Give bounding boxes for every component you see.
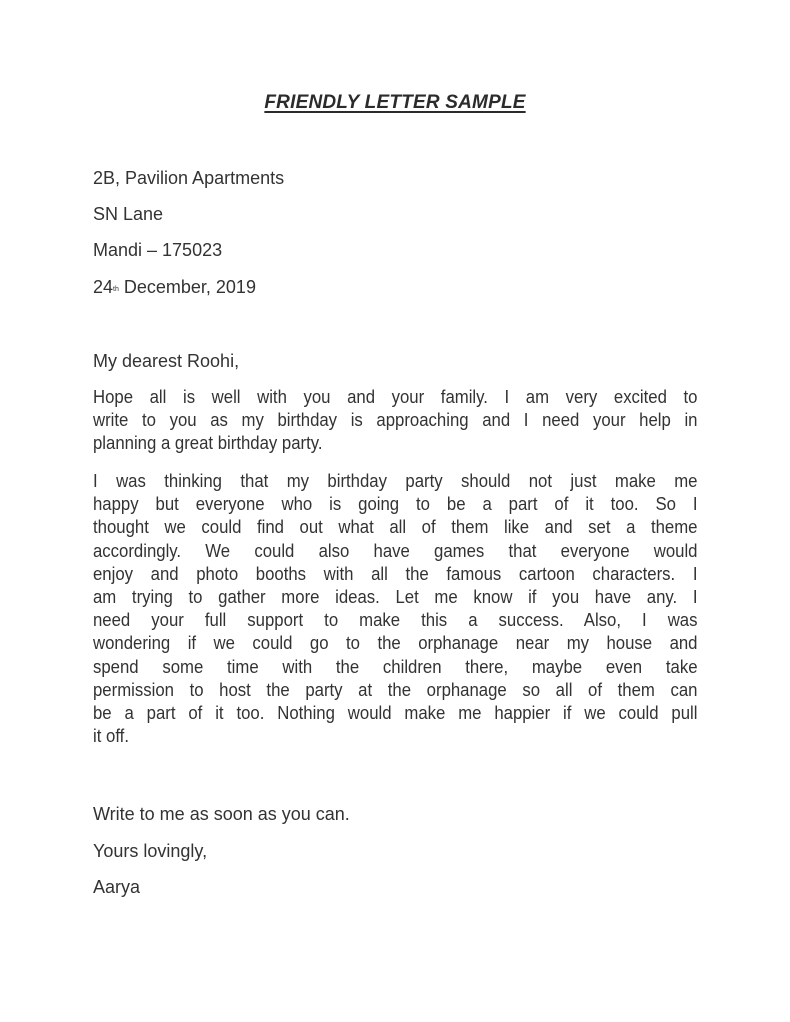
paragraph-1-line: Hope all is well with you and your family. I am very excited to <box>93 387 698 407</box>
paragraph-2-line: be a part of it too. Nothing would make me happier if we could pull <box>93 703 698 724</box>
paragraph-2-line: it off. <box>93 726 129 747</box>
paragraph-1-line: planning a great birthday party. <box>93 433 323 454</box>
paragraph-2-line: thought we could find out what all of them like and set a theme <box>93 517 698 538</box>
date-ordinal-suffix: th <box>113 286 119 293</box>
complimentary-close: Yours lovingly, <box>93 841 208 861</box>
paragraph-2-line: permission to host the party at the orphanage so all of them can <box>93 679 698 700</box>
date-month-year: December, 2019 <box>118 277 256 297</box>
document-title: FRIENDLY LETTER SAMPLE <box>264 92 526 113</box>
signature: Aarya <box>93 877 141 897</box>
paragraph-1 <box>93 386 697 456</box>
address-line-3: Mandi – 175023 <box>93 240 223 260</box>
paragraph-2-line: am trying to gather more ideas. Let me know if you have any. I <box>93 587 698 608</box>
paragraph-2-line: happy but everyone who is going to be a part of it too. So I <box>93 494 698 515</box>
closing-line: Write to me as soon as you can. <box>93 804 350 824</box>
address-line-2: SN Lane <box>93 204 164 224</box>
paragraph-2-line: accordingly. We could also have games that everyone would <box>93 540 698 561</box>
paragraph-2-line: I was thinking that my birthday party should not just make me <box>93 471 698 491</box>
paragraph-2-line: spend some time with the children there, maybe even take <box>93 656 698 677</box>
letter-date <box>93 276 256 302</box>
paragraph-2 <box>93 470 697 748</box>
salutation: My dearest Roohi, <box>93 351 240 371</box>
paragraph-1-line: write to you as my birthday is approaching and I need your help in <box>93 410 698 431</box>
date-day: 24 <box>93 277 114 297</box>
paragraph-2-line: need your full support to make this a success. Also, I was <box>93 610 698 631</box>
paragraph-2-line: wondering if we could go to the orphanage near my house and <box>93 633 698 654</box>
address-line-1: 2B, Pavilion Apartments <box>93 168 285 188</box>
paragraph-2-line: enjoy and photo booths with all the famous cartoon characters. I <box>93 563 698 584</box>
